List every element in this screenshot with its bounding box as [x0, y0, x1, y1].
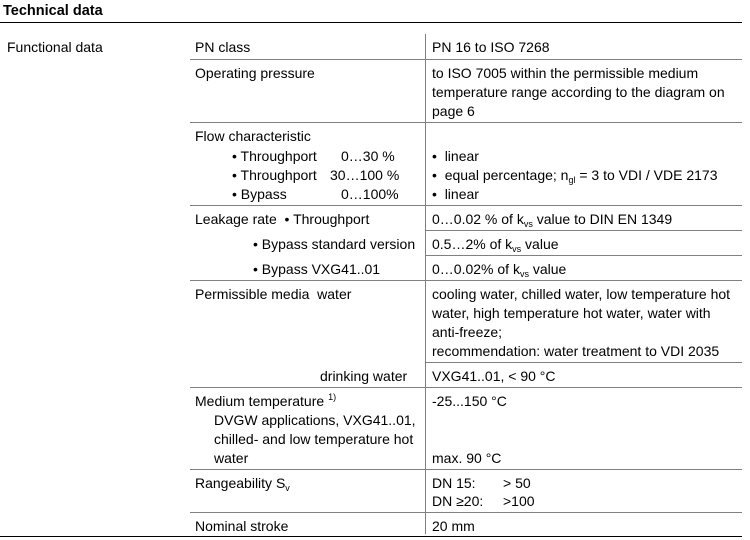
flow-row-1-range: 0…30 %	[341, 148, 395, 164]
media-water-line-2: water, high temperature hot water, water with	[432, 305, 711, 321]
row-divider	[190, 387, 742, 388]
leakage-row-1-value: 0…0.02 % of $k_{vs}$ value to DIN EN 1349	[432, 211, 673, 229]
operating-pressure-line-2: temperature range according to the diagram on	[432, 84, 725, 100]
pn-class-label: PN class	[195, 39, 251, 55]
flow-row-2-value: • equal percentage; $n_{gl} = 3$ to VDI / VDE 2173	[432, 167, 718, 185]
bullet-icon: •	[232, 148, 237, 164]
dvgw-line-3: water	[214, 450, 249, 466]
rangeability-dn15-value: > 50	[503, 475, 531, 491]
operating-pressure-label: Operating pressure	[195, 65, 315, 81]
row-divider	[190, 512, 742, 513]
media-water-line-4: recommendation: water treatment to VDI 2035	[432, 343, 720, 359]
rangeability-dn20-value: >100	[503, 493, 535, 509]
row-divider	[190, 205, 742, 206]
row-divider	[190, 59, 742, 60]
row-divider	[190, 122, 742, 123]
flow-row-1-value: • linear	[432, 148, 479, 164]
operating-pressure-line-1: to ISO 7005 within the permissible medium	[432, 65, 699, 81]
leakage-row-2-value: 0.5…2% of $k_{vs}$ value	[432, 236, 559, 254]
bullet-icon: •	[253, 261, 258, 277]
rangeability-dn15: DN 15:	[432, 475, 476, 491]
bullet-icon: •	[432, 148, 437, 164]
section-label: Functional data	[7, 39, 103, 55]
row-divider	[190, 469, 742, 470]
leakage-row-3-name: • Bypass VXG41..01	[253, 261, 381, 277]
rangeability-label: Rangeability $S_v$	[195, 475, 290, 493]
media-water-line-1: cooling water, chilled water, low temperature hot	[432, 286, 731, 302]
bullet-icon: •	[232, 186, 237, 202]
media-water-line-3: anti-freeze;	[432, 324, 503, 340]
drinking-water-value: VXG41..01, < 90 °C	[432, 368, 556, 384]
column-divider	[425, 34, 426, 534]
flow-row-3-range: 0…100%	[341, 186, 399, 202]
bullet-icon: •	[253, 236, 258, 252]
nominal-stroke-value: 20 mm	[432, 518, 475, 534]
flow-row-3-value: • linear	[432, 186, 479, 202]
bullet-icon: •	[232, 167, 237, 183]
title-rule	[0, 22, 742, 23]
medium-temperature-label: Medium temperature $^{1)}$	[195, 392, 337, 409]
flow-row-1-name: • Throughport	[232, 148, 317, 164]
bottom-rule	[0, 536, 742, 537]
dvgw-line-1: DVGW applications, VXG41..01,	[214, 412, 416, 428]
rangeability-dn20: DN ≥20:	[432, 493, 484, 509]
footnote-marker: 1)	[328, 392, 337, 402]
pn-class-value: PN 16 to ISO 7268	[432, 39, 550, 55]
dvgw-value: max. 90 °C	[432, 450, 502, 466]
flow-row-2-name: • Throughport	[232, 167, 317, 183]
row-divider	[426, 255, 742, 256]
flow-row-2-range: 30…100 %	[330, 167, 400, 183]
operating-pressure-line-3: page 6	[432, 103, 475, 119]
leakage-row-3-value: 0…0.02% of $k_{vs}$ value	[432, 261, 567, 279]
bullet-icon: •	[284, 211, 290, 227]
leakage-row-2-name: • Bypass standard version	[253, 236, 416, 252]
medium-temperature-value: -25...150 °C	[432, 393, 507, 409]
drinking-water-label: drinking water	[320, 368, 408, 384]
page-title: Technical data	[3, 3, 103, 19]
dvgw-line-2: chilled- and low temperature hot	[214, 431, 414, 447]
flow-characteristic-label: Flow characteristic	[195, 128, 311, 144]
row-divider	[426, 230, 742, 231]
nominal-stroke-label: Nominal stroke	[195, 518, 289, 534]
bullet-icon: •	[432, 186, 437, 202]
permissible-media-label: Permissible media water	[195, 286, 352, 302]
flow-row-3-name: • Bypass	[232, 186, 287, 202]
leakage-rate-label: Leakage rate • Throughport	[195, 211, 370, 227]
row-divider	[426, 362, 742, 363]
row-divider	[190, 280, 742, 281]
bullet-icon: •	[432, 167, 437, 183]
